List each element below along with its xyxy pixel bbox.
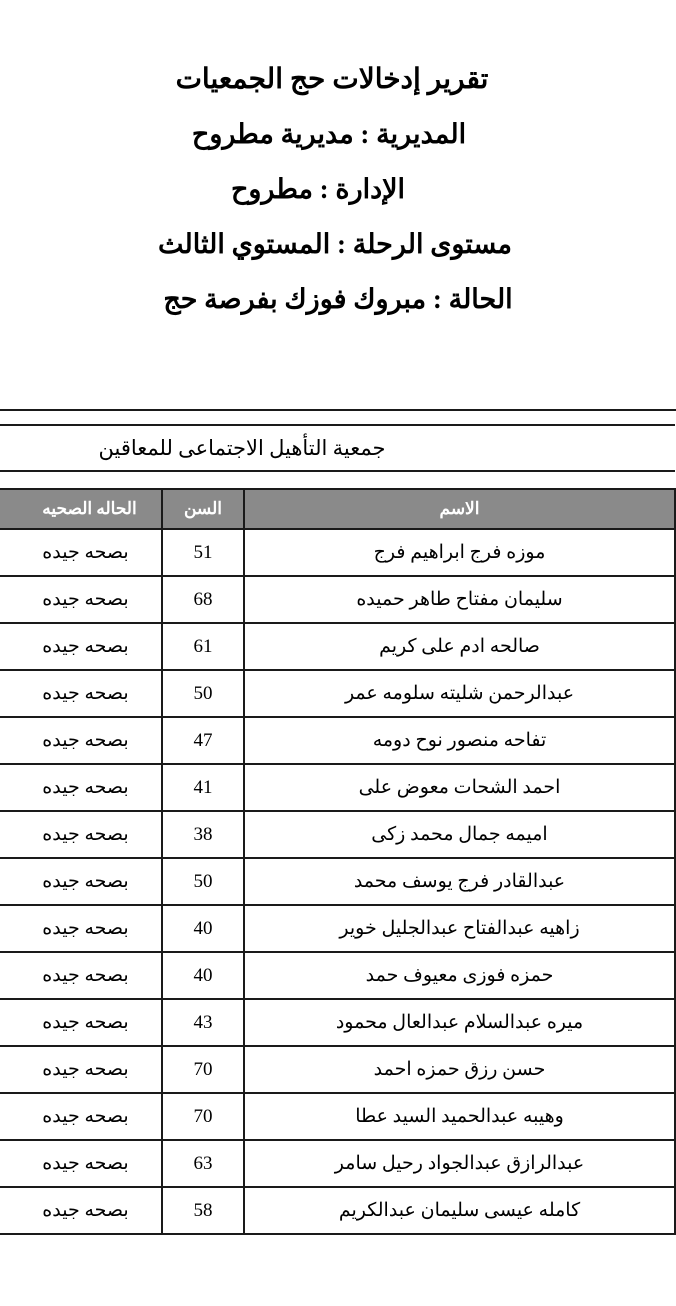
table-row bbox=[0, 952, 675, 999]
cell-health-text: بصحه جيده bbox=[42, 871, 129, 892]
table-spacer-cell bbox=[0, 471, 675, 489]
cell-health bbox=[0, 952, 162, 999]
cell-name: تفاحه منصور نوح دومه bbox=[244, 717, 675, 764]
cell-health bbox=[0, 1187, 162, 1234]
table-header-row bbox=[0, 489, 675, 529]
cell-name: حمزه فوزى معيوف حمد bbox=[244, 952, 675, 999]
status-line: الحالة : مبروك فوزك بفرصة حج bbox=[163, 284, 513, 314]
cell-health bbox=[0, 623, 162, 670]
column-header-age: السن bbox=[162, 489, 244, 529]
table-row bbox=[0, 1140, 675, 1187]
cell-health-text: بصحه جيده bbox=[42, 1106, 129, 1127]
cell-health bbox=[0, 858, 162, 905]
cell-age: 61 bbox=[162, 623, 244, 670]
cell-health-text: بصحه جيده bbox=[42, 1153, 129, 1174]
cell-health-text: بصحه جيده bbox=[42, 1059, 129, 1080]
cell-age: 50 bbox=[162, 858, 244, 905]
cell-health bbox=[0, 670, 162, 717]
cell-health bbox=[0, 1093, 162, 1140]
cell-health-text: بصحه جيده bbox=[42, 542, 129, 563]
cell-age: 38 bbox=[162, 811, 244, 858]
cell-health-text: بصحه جيده bbox=[42, 918, 129, 939]
table-row bbox=[0, 1187, 675, 1234]
column-header-health-text: الحاله الصحيه bbox=[42, 499, 137, 518]
table-row bbox=[0, 905, 675, 952]
pilgrims-table bbox=[0, 424, 676, 1235]
cell-name: ميره عبدالسلام عبدالعال محمود bbox=[244, 999, 675, 1046]
cell-age: 40 bbox=[162, 905, 244, 952]
cell-health-text: بصحه جيده bbox=[42, 965, 129, 986]
society-name-row bbox=[0, 425, 675, 471]
table-row bbox=[0, 764, 675, 811]
cell-health-text: بصحه جيده bbox=[42, 1012, 129, 1033]
cell-health-text: بصحه جيده bbox=[42, 683, 129, 704]
table-spacer-row bbox=[0, 471, 675, 489]
cell-name: عبدالرازق عبدالجواد رحيل سامر bbox=[244, 1140, 675, 1187]
pilgrims-table-wrap bbox=[0, 409, 676, 1235]
society-name-text: جمعية التأهيل الاجتماعى للمعاقين bbox=[98, 435, 386, 460]
table-row bbox=[0, 670, 675, 717]
cell-age: 43 bbox=[162, 999, 244, 1046]
cell-age: 51 bbox=[162, 529, 244, 576]
cell-name: وهيبه عبدالحميد السيد عطا bbox=[244, 1093, 675, 1140]
cell-name: صالحه ادم على كريم bbox=[244, 623, 675, 670]
trip-level-line: مستوى الرحلة : المستوي الثالث bbox=[158, 229, 512, 259]
cell-health-text: بصحه جيده bbox=[42, 1200, 129, 1221]
heading-table-gap bbox=[0, 327, 676, 409]
cell-health bbox=[0, 717, 162, 764]
administration-line: الإدارة : مطروح bbox=[230, 174, 406, 204]
cell-name: زاهيه عبدالفتاح عبدالجليل خوير bbox=[244, 905, 675, 952]
cell-name: كامله عيسى سليمان عبدالكريم bbox=[244, 1187, 675, 1234]
cell-health-text: بصحه جيده bbox=[42, 824, 129, 845]
cell-name: احمد الشحات معوض على bbox=[244, 764, 675, 811]
cell-name: حسن رزق حمزه احمد bbox=[244, 1046, 675, 1093]
cell-age: 50 bbox=[162, 670, 244, 717]
report-heading-block bbox=[0, 0, 676, 327]
cell-age: 70 bbox=[162, 1046, 244, 1093]
directorate-line: المديرية : مديرية مطروح bbox=[191, 119, 467, 149]
table-row bbox=[0, 623, 675, 670]
cell-health bbox=[0, 905, 162, 952]
cell-age: 58 bbox=[162, 1187, 244, 1234]
society-name-cell bbox=[0, 425, 675, 471]
cell-health-text: بصحه جيده bbox=[42, 636, 129, 657]
cell-health bbox=[0, 1046, 162, 1093]
cell-age: 68 bbox=[162, 576, 244, 623]
table-top-gap bbox=[0, 411, 676, 424]
cell-health bbox=[0, 999, 162, 1046]
cell-health bbox=[0, 576, 162, 623]
table-row bbox=[0, 529, 675, 576]
table-row bbox=[0, 576, 675, 623]
cell-name: اميمه جمال محمد زكى bbox=[244, 811, 675, 858]
cell-age: 40 bbox=[162, 952, 244, 999]
cell-health-text: بصحه جيده bbox=[42, 730, 129, 751]
cell-name: موزه فرج ابراهيم فرج bbox=[244, 529, 675, 576]
pilgrims-table-body bbox=[0, 425, 675, 1234]
column-header-name: الاسم bbox=[244, 489, 675, 529]
cell-health bbox=[0, 1140, 162, 1187]
cell-health bbox=[0, 811, 162, 858]
cell-age: 70 bbox=[162, 1093, 244, 1140]
cell-name: عبدالرحمن شليته سلومه عمر bbox=[244, 670, 675, 717]
cell-age: 47 bbox=[162, 717, 244, 764]
cell-health-text: بصحه جيده bbox=[42, 589, 129, 610]
cell-health-text: بصحه جيده bbox=[42, 777, 129, 798]
cell-age: 41 bbox=[162, 764, 244, 811]
cell-health bbox=[0, 529, 162, 576]
table-row bbox=[0, 811, 675, 858]
cell-age: 63 bbox=[162, 1140, 244, 1187]
table-row bbox=[0, 1046, 675, 1093]
table-row bbox=[0, 999, 675, 1046]
cell-name: عبدالقادر فرج يوسف محمد bbox=[244, 858, 675, 905]
cell-health bbox=[0, 764, 162, 811]
table-row bbox=[0, 858, 675, 905]
column-header-health bbox=[0, 489, 162, 529]
page-title: تقرير إدخالات حج الجمعيات bbox=[175, 64, 489, 95]
table-row bbox=[0, 1093, 675, 1140]
table-row bbox=[0, 717, 675, 764]
cell-name: سليمان مفتاح طاهر حميده bbox=[244, 576, 675, 623]
